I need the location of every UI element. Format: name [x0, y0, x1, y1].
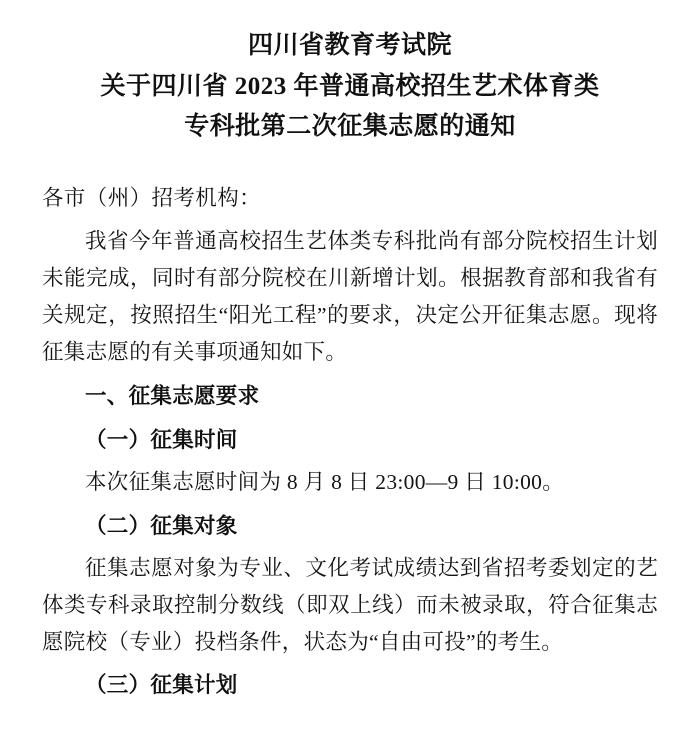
- title-line-2: 关于四川省 2023 年普通高校招生艺术体育类: [100, 72, 600, 100]
- subsection-text-1: 本次征集志愿时间为 8 月 8 日 23:00—9 日 10:00。: [85, 469, 565, 494]
- subsection-heading-1: （一）征集时间: [85, 427, 238, 452]
- subsection-text-2: 征集志愿对象为专业、文化考试成绩达到省招考委划定的艺体类专科录取控制分数线（即双上线）而未被录取，符合征集志愿院校（专业）投档条件，状态为“自由可投”的考生。: [42, 555, 658, 654]
- subsection-heading-2: （二）征集对象: [85, 513, 238, 538]
- intro-paragraph: 我省今年普通高校招生艺体类专科批尚有部分院校招生计划未能完成，同时有部分院校在川新增计划。根据教育部和我省有关规定，按照招生“阳光工程”的要求，决定公开征集志愿。现将征集志愿的有关事项通知如下。: [42, 228, 658, 364]
- title-line-1: 四川省教育考试院: [247, 32, 452, 59]
- salutation: 各市（州）招考机构：: [42, 185, 262, 210]
- page-title: [42, 26, 658, 148]
- section-heading-1: 一、征集志愿要求: [85, 383, 260, 408]
- subsection-heading-3: （三）征集计划: [85, 673, 238, 698]
- title-spacer: [42, 148, 658, 182]
- title-line-3: 专科批第二次征集志愿的通知: [184, 113, 516, 140]
